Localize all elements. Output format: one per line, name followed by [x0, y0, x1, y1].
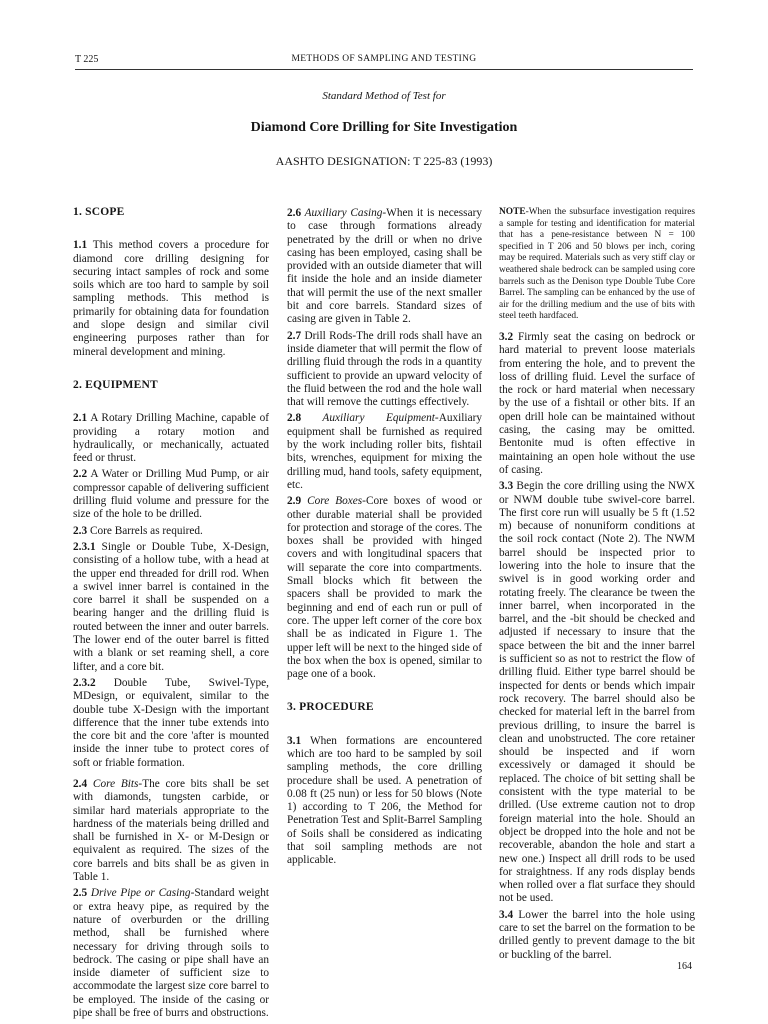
paragraph-2-9: [287, 495, 482, 681]
paragraph-text: When formations are encountered which are too hard to be sampled by soil sampling methods, the core drilling procedure shall be used. A penetration of 0.08 ft (25 nun) or less for 50 blows (Note 1) according to T 206, the Method for Penetration Test and Split-Barrel Sampling of Soils shall be considered as indicating that soil sampling methods are not applicable.: [287, 734, 482, 867]
paragraph-text: Drill Rods-The drill rods shall have an inside diameter that will permit the flow of drilling fluid through the rods in a quantity sufficient to provide an upward velocity of the fluid between the rod and the hole wall that will remove the cuttings effectively.: [287, 329, 482, 409]
paragraph-number: 2.9: [287, 495, 302, 508]
paragraph-term: Drive Pipe or Casing-: [87, 887, 195, 900]
paragraph-text: This method covers a procedure for diamond core drilling designing for securing intact samples of rock and some soils which are too hard to sample by soil sampling methods. This method is primarily for obtaining data for foundation and slope design and similar civil engineering purposes rather than for mineral development and mining.: [73, 239, 269, 358]
paragraph-number: 3.2: [499, 330, 514, 343]
paragraph-text: Standard weight or extra heavy pipe, as required by the nature of overburden or the drilling method, shall be furnished where necessary for driving through soils to bedrock. The casing or pipe shall have an inside diameter of sufficient size to accommodate the largest size core barrel to be employed. The inside of the casing or pipe shall be free of burrs and obstructions.: [73, 887, 269, 1020]
paragraph-text: Double Tube, Swivel-Type, MDesign, or equivalent, similar to the double tube X-Design with the important difference that the inner tube extends into the core bit and the core 'after is mounted inside the inner tube to protect cores of soft or friable formation.: [73, 676, 269, 769]
paragraph-text: Lower the barrel into the hole using care to set the barrel on the formation to be drilled gently to prevent damage to the bit or buckling of the barrel.: [499, 908, 695, 961]
paragraph-term: Core Boxes-: [301, 495, 366, 508]
page-number: 164: [677, 961, 692, 972]
paragraph-3-1: [287, 735, 482, 868]
paragraph-text: Core Barrels as required.: [87, 524, 203, 537]
paragraph-number: 2.3.1: [73, 540, 96, 553]
paragraph-number: 3.3: [499, 480, 514, 493]
paragraph-term: Core Bits-: [87, 777, 143, 790]
paragraph-2-3-1: [73, 541, 269, 674]
paragraph-term: Auxiliary Equipment-: [301, 412, 439, 425]
paragraph-2-5: [73, 887, 269, 1020]
paragraph-text: Begin the core drilling using the NWX or NWM double tube swivel-core barrel. The first core run will usually be 5 ft (1.52 m) because of nonuniform conditions at the soil rock contact (Note 2). The NWM barrel should be inspected prior to lowering into the hole to insure that the swivel is in good working order and rotating freely. The clearance be tween the inner barrel, when incorporated in the barrel, and the -bit should be checked and adjusted if necessary to insure that the space between the bit and the inner barrel is sufficient so as not to restrict the flow of drilling fluid. Either type barrel should be inspected for dents or bends which impair rock recovery. The barrel should also be checked for material left in the barrel from previous drilling, to insure the barrel is clean and unobstructed. The core retainer should be inspected and if worn excessively or damaged it should be replaced. The choice of bit setting shall be consistent with the type material to be drilled. (Use extreme caution not to drop foreign material into the hole. Should an object be dropped into the hole and not be recoverable, abandon the hole and start a new one.) Inspect all drill rods to be used for straightness. If any rods display bends when rolled over a flat surface they should not be used.: [499, 480, 695, 905]
aashto-designation: AASHTO DESIGNATION: T 225-83 (1993): [275, 154, 493, 168]
paragraph-2-3: [73, 525, 269, 538]
paragraph-number: 2.1: [73, 412, 88, 425]
paragraph-2-4: [73, 778, 269, 884]
section-heading-scope: 1. SCOPE: [73, 206, 125, 218]
paragraph-number: 2.3.2: [73, 676, 96, 689]
paragraph-text: Firmly seat the casing on bedrock or hard material to prevent loose materials from entering the hole, and to prevent the loss of drilling fluid. Level the surface of the rock or hard material when necessary by the use of a fishtail or other bits. If an open drill hole can be maintained without casing, the casing may be omitted. Bentonite mud is often effective in maintaining an open hole without the use of casing.: [499, 330, 695, 476]
paragraph-term: Auxiliary Casing-: [301, 207, 387, 219]
paragraph-2-2: [73, 468, 269, 521]
column-2: [287, 207, 482, 871]
paragraph-number: 2.2: [73, 468, 88, 481]
paragraph-text: A Rotary Drilling Machine, capable of providing a rotary motion and hydraulically, or mechanically, actuated feed or thrust.: [73, 412, 269, 465]
header-code: T 225: [75, 54, 99, 65]
header-rule: [75, 69, 693, 70]
paragraph-text: Single or Double Tube, X-Design, consisting of a hollow tube, with a head at the upper end threaded for drill rod. When a swivel inner barrel is contained in the core barrel it shall be suspended on a bearing hanger and the drilling fluid is routed between the inner and outer barrels. The lower end of the outer barrel is fitted with a blank or set reaming shell, a core lifter, and a core bit.: [73, 540, 269, 673]
section-heading-procedure: 3. PROCEDURE: [287, 701, 374, 714]
paragraph-2-1: [73, 412, 269, 465]
paragraph-number: 2.5: [73, 887, 88, 900]
paragraph-2-3-2: [73, 677, 269, 770]
paragraph-text: The core bits shall be set with diamonds, tungsten carbide, or similar hard materials appropriate to the hardness of the materials being drilled and shall be furnished in X- or M-Design or equivalent as required. The sizes of the core barrels and bits shall be as given in Table 1.: [73, 777, 269, 884]
column-1: [73, 205, 269, 1023]
paragraph-text: Auxiliary equipment shall be furnished as required by the work including roller bits, fishtail bits, wrenches, equipment for mixing the drilling mud, hand tools, safety equipment, etc.: [287, 412, 482, 491]
standard-method-line: Standard Method of Test for: [322, 90, 446, 102]
note-label: NOTE: [499, 207, 526, 217]
document-title: Diamond Core Drilling for Site Investigation: [250, 120, 518, 135]
paragraph-number: 2.8: [287, 412, 302, 425]
paragraph-text: A Water or Drilling Mud Pump, or air compressor capable of delivering sufficient drilling fluid volume and pressure for the size of the hole to be drilled.: [73, 468, 269, 521]
paragraph-number: 1.1: [73, 239, 88, 252]
paragraph-3-3: [499, 480, 695, 906]
note-1: [499, 207, 695, 323]
paragraph-3-2: [499, 331, 695, 477]
column-3: [499, 207, 695, 965]
paragraph-2-6: [287, 207, 482, 327]
paragraph-number: 2.6: [287, 207, 302, 219]
section-heading-equipment: 2. EQUIPMENT: [73, 378, 158, 391]
paragraph-number: 2.3: [73, 524, 88, 537]
paragraph-1-1: [73, 239, 269, 359]
paragraph-text: When it is necessary to case through formations already penetrated by the drill or when no drive casing has been employed, casing shall be provided with an outside diameter that will fit inside the hole and an inside diameter that will permit the use of the next smaller bit and core barrels. Standard sizes of casing are given in Table 2.: [287, 207, 483, 326]
paragraph-text: Core boxes of wood or other durable material shall be provided for protection and storage of the cores. The boxes shall be provided with hinged covers and with longitudinal spacers that will separate the core into compartments. Small blocks which fit between the spacers shall be provided to mark the beginning and end of each run or pull of core. The upper left corner of the core box shall be as indicated in Figure 1. The upper left will be next to the hinged side of the box when the box is opened, similar to page one of a book.: [287, 495, 482, 681]
paragraph-number: 3.1: [287, 734, 302, 747]
paragraph-2-7: [287, 330, 482, 410]
paragraph-3-4: [499, 909, 695, 962]
paragraph-number: 2.4: [73, 777, 88, 790]
running-header-title: METHODS OF SAMPLING AND TESTING: [291, 54, 477, 64]
paragraph-number: 3.4: [499, 908, 514, 921]
note-text: -When the subsurface investigation requires a sample for testing and identification for material that has a pene-resistance between N = 100 specified in T 206 and 50 blows per inch, coring may be required. Materials such as very stiff clay or weathered shale bedrock can be sampled using core barrels such as the Denison type Double Tube Core Barrel. The sampling can be enhanced by the use of air for the drilling medium and the use of bits with steel teeth hardfaced.: [499, 207, 695, 322]
paragraph-2-8: [287, 412, 482, 492]
paragraph-number: 2.7: [287, 329, 302, 342]
